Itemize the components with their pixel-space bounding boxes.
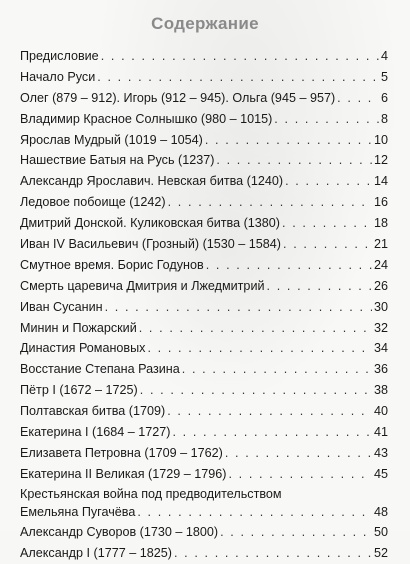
toc-entry-label: Полтавская битва (1709) [20,404,166,419]
toc-page-number: 36 [373,362,388,377]
toc-entry-label: Смерть царевича Дмитрия и Лжедмитрий [20,278,265,293]
toc-leader-dots [105,297,372,318]
toc-entry-label: Иван Сусанин [20,299,103,314]
toc-entry-label: Нашествие Батыя на Русь (1237) [20,153,215,168]
toc-entry [20,46,388,67]
toc-leader-dots [167,401,372,422]
toc-page-number: 21 [373,237,388,252]
toc-page-number: 50 [373,524,388,539]
toc-entry-label: Екатерина I (1684 – 1727) [20,425,171,440]
toc-entry [20,88,388,109]
toc-leader-dots [225,443,372,464]
toc-leader-dots [205,130,372,151]
toc-entry [20,213,388,234]
toc-entry-label: Предисловие [20,49,99,63]
toc-leader-dots [274,109,379,130]
toc-leader-dots [267,276,372,297]
toc-leader-dots [97,67,379,88]
toc-page-number: 12 [373,153,388,168]
toc-leader-dots [228,464,372,485]
toc-entry-label: Пётр I (1672 – 1725) [20,383,138,398]
toc-entry [20,464,388,485]
toc-entry [20,422,388,443]
toc-leader-dots [337,88,379,109]
toc-page-number: 32 [373,320,388,335]
toc-entry-label: Александр Суворов (1730 – 1800) [20,524,219,539]
toc-entry-label: Восстание Степана Разина [20,362,180,377]
toc-entry [20,443,388,464]
toc-entry-multiline [20,485,388,522]
toc-entry [20,109,388,130]
toc-leader-dots [182,359,372,380]
toc-page-number: 52 [373,545,388,560]
toc-entry [20,234,388,255]
toc-page-number: 30 [373,299,388,314]
toc-entry-label: Дмитрий Донской. Куликовская битва (1380) [20,216,280,231]
toc-entry [20,543,388,564]
toc-entry [20,67,388,88]
toc-entry-label: Ярослав Мудрый (1019 – 1054) [20,132,203,147]
toc-leader-dots [172,422,372,443]
toc-entry [20,150,388,171]
toc-entry-label: Начало Руси [20,69,96,84]
toc-entry-label: Елизавета Петровна (1709 – 1762) [20,445,223,460]
toc-leader-dots [174,543,372,564]
toc-leader-dots [283,234,372,255]
toc-entry-label: Александр Ярославич. Невская битва (1240) [20,174,284,189]
toc-leader-dots [101,46,379,67]
toc-entry-label: Александр I (1777 – 1825) [20,545,172,560]
toc-entry [20,338,388,359]
toc-page-number: 10 [373,132,388,147]
toc-leader-dots [168,192,372,213]
toc-page-number: 18 [373,216,388,231]
toc-entry [20,171,388,192]
toc-page-number: 48 [373,504,388,519]
toc-entry-label: Екатерина II Великая (1729 – 1796) [20,466,227,481]
toc-page-number: 24 [373,257,388,272]
toc-page-number: 14 [373,174,388,189]
toc-entry-label: Владимир Красное Солнышко (980 – 1015) [20,111,273,126]
toc-page-number: 16 [373,195,388,210]
toc-leader-dots [206,255,372,276]
toc-leader-dots [140,380,372,401]
toc-entry [20,380,388,401]
toc-page-number: 26 [373,278,388,293]
toc-entry [20,297,388,318]
toc-entry [20,522,388,543]
toc-entry [20,255,388,276]
toc-entry [20,401,388,422]
toc-entry [20,276,388,297]
toc-leader-dots [220,522,372,543]
toc-leader-dots [139,318,372,339]
toc-page-number: 8 [380,111,388,126]
toc-page-number: 5 [380,69,388,84]
toc-entry-label: Смутное время. Борис Годунов [20,257,204,272]
toc-entry [20,359,388,380]
toc-entry-label: Минин и Пожарский [20,320,137,335]
toc-page-number: 40 [373,404,388,419]
toc-entry-label: Ледовое побоище (1242) [20,195,166,210]
toc-entry [20,318,388,339]
toc-entry-label: Иван IV Васильевич (Грозный) (1530 – 1584) [20,237,281,252]
toc-leader-dots [137,503,372,522]
toc-entry-label: Династия Романовых [20,341,146,356]
toc-page-number: 41 [373,425,388,440]
toc-entry [20,130,388,151]
toc-leader-dots [285,171,372,192]
toc-leader-dots [282,213,372,234]
toc-entry-label-line2: Емельяна Пугачёва [20,504,136,519]
toc-page-number: 6 [380,90,388,105]
toc-page-number: 38 [373,383,388,398]
toc-entry [20,192,388,213]
table-of-contents [20,46,388,563]
toc-page-number: 34 [373,341,388,356]
toc-title: Содержание [151,14,259,33]
toc-entry-label: Олег (879 – 912). Игорь (912 – 945). Ольга (945 – 957) [20,90,336,105]
toc-page-number: 4 [380,49,388,63]
toc-entry-label-line1: Крестьянская война под предводительством [20,486,282,501]
toc-leader-dots [147,338,372,359]
toc-page-number: 43 [373,445,388,460]
toc-page-number: 45 [373,466,388,481]
toc-leader-dots [216,150,372,171]
